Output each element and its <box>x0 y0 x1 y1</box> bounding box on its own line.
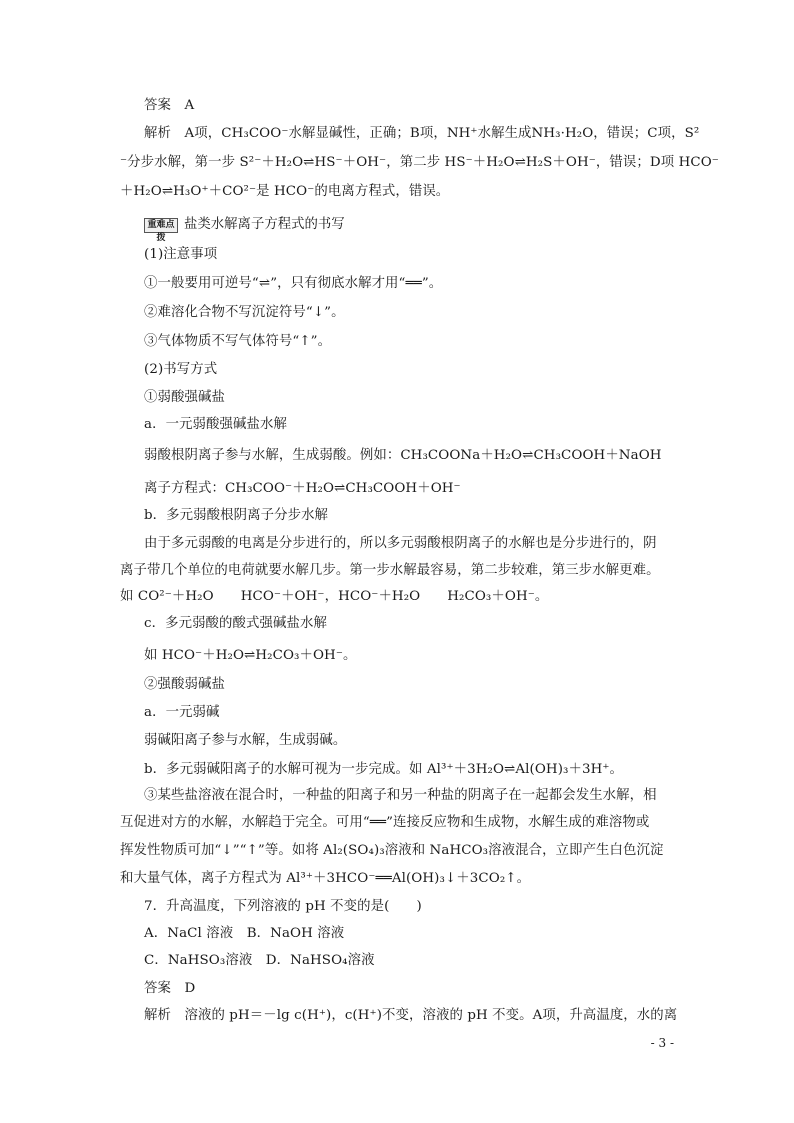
note-line: 如 HCO⁻＋H₂O⇌H₂CO₃＋OH⁻。 <box>144 648 357 663</box>
question-stem: 7．升高温度，下列溶液的 pH 不变的是( ) <box>144 899 422 914</box>
question-answer: 答案 D <box>144 981 196 996</box>
note-line: ③气体物质不写气体符号“↑”。 <box>144 334 332 349</box>
page-number: - 3 - <box>650 1036 674 1050</box>
note-line: ②强酸弱碱盐 <box>144 677 225 692</box>
note-line: (1)注意事项 <box>144 247 218 262</box>
mixed-line-3: 挥发性物质可加“↓”“↑”等。如将 Al₂(SO₄)₃溶液和 NaHCO₃溶液混合，立即产生白色沉淀 <box>120 843 664 858</box>
question-options-1: A．NaCl 溶液 B．NaOH 溶液 <box>144 926 345 941</box>
note-line: 离子方程式：CH₃COO⁻＋H₂O⇌CH₃COOH＋OH⁻ <box>144 481 461 496</box>
polyacid-line-1: 由于多元弱酸的电离是分步进行的，所以多元弱酸根阴离子的水解也是分步进行的，阴 <box>144 536 657 551</box>
note-line: a．一元弱酸强碱盐水解 <box>144 417 287 432</box>
question-options-2: C．NaHSO₃溶液 D．NaHSO₄溶液 <box>144 953 375 968</box>
mixed-line-2: 互促进对方的水解，水解趋于完全。可用“══”连接反应物和生成物，水解生成的难溶物或 <box>120 815 650 830</box>
note-line: (2)书写方式 <box>144 362 218 377</box>
mixed-line-1: ③某些盐溶液在混合时，一种盐的阳离子和另一种盐的阴离子在一起都会发生水解，相 <box>144 788 657 803</box>
analysis-line-2: ⁻分步水解，第一步 S²⁻＋H₂O⇌HS⁻＋OH⁻，第二步 HS⁻＋H₂O⇌H₂S＋OH⁻，错误；D项 HCO⁻ <box>120 155 719 170</box>
tip-title: 盐类水解离子方程式的书写 <box>184 217 345 232</box>
note-line: a．一元弱碱 <box>144 705 220 720</box>
polyacid-line-2: 离子带几个单位的电荷就要水解几步。第一步水解最容易，第二步较难，第三步水解更难。 <box>120 563 660 578</box>
question-analysis: 解析 溶液的 pH＝－lg c(H⁺)，c(H⁺)不变，溶液的 pH 不变。A项，升高温度，水的离 <box>144 1008 678 1023</box>
analysis-line-1: 解析 A项，CH₃COO⁻水解显碱性，正确；B项，NH⁺水解生成NH₃·H₂O，错误；C项，S² <box>144 126 700 141</box>
note-line: 弱碱阳离子参与水解，生成弱碱。 <box>144 733 347 748</box>
note-line: ②难溶化合物不写沉淀符号“↓”。 <box>144 305 345 320</box>
note-line: ①一般要用可逆号“⇌”，只有彻底水解才用“══”。 <box>144 276 443 291</box>
analysis-line-3: ＋H₂O⇌H₃O⁺＋CO²⁻是 HCO⁻的电离方程式，错误。 <box>120 184 450 199</box>
tip-badge: 重难点拨 <box>144 218 178 233</box>
answer-line: 答案 A <box>144 98 195 113</box>
note-line: ①弱酸强碱盐 <box>144 390 225 405</box>
note-line: b．多元弱碱阳离子的水解可视为一步完成。如 Al³⁺＋3H₂O⇌Al(OH)₃＋3H⁺。 <box>144 762 624 777</box>
note-line: b．多元弱酸根阴离子分步水解 <box>144 508 329 523</box>
polyacid-line-3: 如 CO²⁻＋H₂O HCO⁻＋OH⁻，HCO⁻＋H₂O H₂CO₃＋OH⁻。 <box>120 589 549 604</box>
note-line: c．多元弱酸的酸式强碱盐水解 <box>144 616 327 631</box>
mixed-line-4: 和大量气体，离子方程式为 Al³⁺＋3HCO⁻══Al(OH)₃↓＋3CO₂↑。 <box>120 871 531 886</box>
note-line: 弱酸根阴离子参与水解，生成弱酸。例如：CH₃COONa＋H₂O⇌CH₃COOH＋NaOH <box>144 448 662 463</box>
